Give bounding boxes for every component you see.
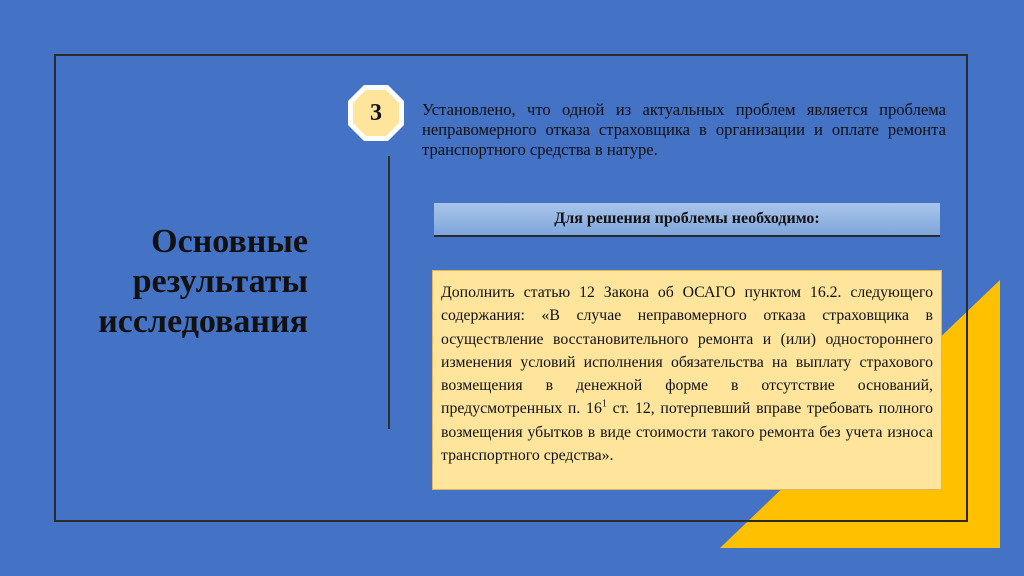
conclusion-superscript: 1 bbox=[601, 399, 607, 411]
vertical-divider bbox=[388, 156, 390, 429]
conclusion-text-part1: Дополнить статью 12 Закона об ОСАГО пунктом 16.2. следующего содержания: «В случае неправомерного отказа страховщика в осуществление восстановительного ремонта и (или) одностороннего изменения условий исполнения обязательства на выплату страхового возмещения в денежной форме в отсутствие оснований, предусмотренных п. 16 bbox=[441, 284, 933, 418]
conclusion-text-part2: ст. 12, потерпевший вправе требовать полного возмещения убытков в виде стоимости такого ремонта без учета износа транспортного средства». bbox=[441, 400, 933, 465]
badge-number: 3 bbox=[370, 99, 382, 126]
solution-header bbox=[434, 203, 940, 237]
title-line-3: исследования bbox=[98, 303, 308, 340]
solution-header-label: Для решения проблемы необходимо: bbox=[554, 210, 820, 227]
intro-paragraph: Установлено, что одной из актуальных проблем является проблема неправомерного отказа страховщика в организации и оплате ремонта транспортного средства в натуре. bbox=[422, 100, 946, 159]
title-line-1: Основные bbox=[151, 223, 308, 260]
title-line-2: результаты bbox=[132, 263, 308, 300]
conclusion-box bbox=[432, 270, 942, 490]
slide-title bbox=[40, 222, 308, 342]
